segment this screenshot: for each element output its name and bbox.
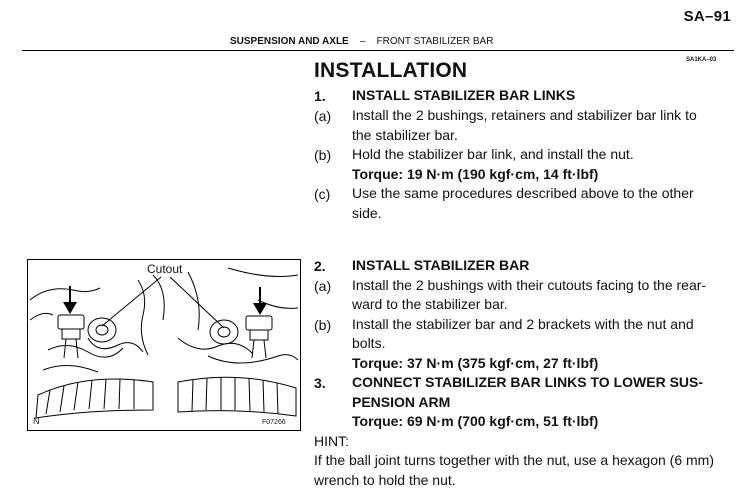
step-1a-line1: Install the 2 bushings, retainers and stabilizer bar link to	[352, 107, 697, 123]
step-3-torque: Torque: 69 N·m (700 kgf·cm, 51 ft·lbf)	[352, 413, 599, 429]
document-code: SA1KA–03	[686, 57, 717, 63]
page-title: INSTALLATION	[314, 59, 468, 82]
step-3-heading-line1: CONNECT STABILIZER BAR LINKS TO LOWER SUS-	[352, 374, 704, 390]
section-title: SUSPENSION AND AXLE	[230, 36, 349, 47]
step-2-heading: INSTALL STABILIZER BAR	[352, 257, 530, 273]
step-1-heading: INSTALL STABILIZER BAR LINKS	[352, 87, 576, 103]
stabilizer-bar-figure	[27, 259, 301, 431]
step-1b-line1: Hold the stabilizer bar link, and install the nut.	[352, 146, 634, 162]
step-2a-line1: Install the 2 bushings with their cutouts facing to the rear-	[352, 276, 707, 293]
figure-code: F07266	[262, 419, 286, 426]
step-1c-label: (c)	[314, 186, 331, 202]
stabilizer-bar-illustration	[28, 260, 300, 430]
step-2b-torque: Torque: 37 N·m (375 kgf·cm, 27 ft·lbf)	[352, 354, 599, 371]
figure-corner-label: N	[33, 416, 40, 426]
hint-line2: wrench to hold the nut.	[314, 471, 456, 488]
hint-label: HINT:	[314, 432, 349, 449]
step-1c-line1: Use the same procedures described above to the other	[352, 185, 694, 201]
step-1a-line2: the stabilizer bar.	[352, 126, 458, 143]
step-2-number: 2.	[314, 258, 326, 274]
step-2b-line2: bolts.	[352, 335, 386, 351]
header-rule	[22, 50, 734, 51]
step-1a-label: (a)	[314, 108, 332, 124]
hint-line1: If the ball joint turns together with the nut, use a hexagon (6 mm)	[314, 452, 714, 468]
step-1c-line2: side.	[352, 204, 382, 221]
step-1-number: 1.	[314, 88, 326, 104]
step-2a-line2: ward to the stabilizer bar.	[352, 296, 508, 312]
step-1b-label: (b)	[314, 147, 332, 163]
step-2a-label: (a)	[314, 277, 332, 294]
step-2b-label: (b)	[314, 316, 332, 333]
header-separator: –	[359, 36, 366, 47]
subsection-title: FRONT STABILIZER BAR	[376, 36, 494, 47]
step-2b-line1: Install the stabilizer bar and 2 brackets with the nut and	[352, 315, 694, 332]
step-3-number: 3.	[314, 375, 326, 391]
step-1b-torque: Torque: 19 N·m (190 kgf·cm, 14 ft·lbf)	[352, 165, 599, 182]
running-header	[230, 36, 493, 47]
step-3-heading-line2: PENSION ARM	[352, 393, 451, 410]
page-number: SA–91	[683, 8, 731, 25]
figure-callout-cutout: Cutout	[147, 262, 183, 276]
